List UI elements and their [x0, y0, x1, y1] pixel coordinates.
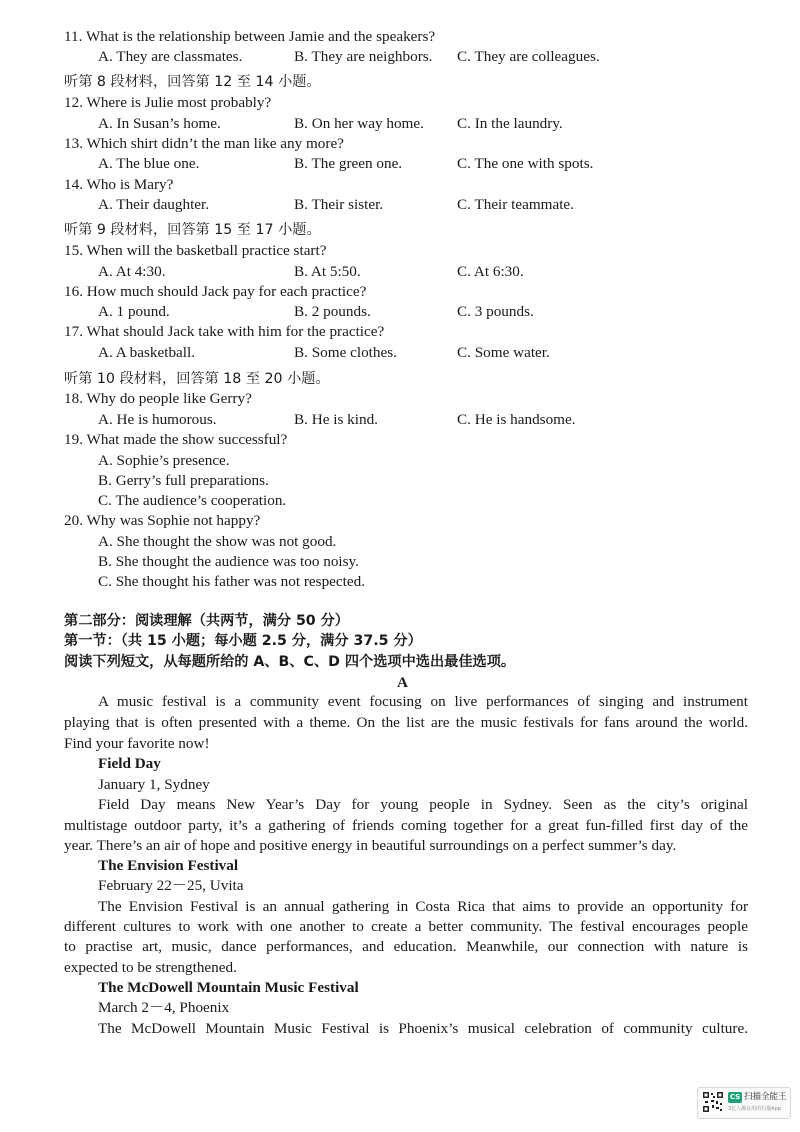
- question-17-option-c: C. Some water.: [457, 344, 550, 361]
- festival-1-line-3: year. There’s an air of hope and positive energy in beautiful surroundings on a perfect summer’s day.: [64, 837, 677, 854]
- question-14-stem: 14. Who is Mary?: [64, 176, 174, 193]
- question-19-option-b: B. Gerry’s full preparations.: [98, 472, 269, 489]
- question-13-option-b: B. The green one.: [294, 155, 403, 172]
- question-20-stem: 20. Why was Sophie not happy?: [64, 512, 261, 529]
- festival-2-line-2: different cultures to work with one another to create a better community. The festival encourages people: [64, 918, 748, 935]
- festival-2-line-4: expected to be strengthened.: [64, 959, 237, 976]
- passage-letter: A: [397, 674, 408, 691]
- question-12-option-b: B. On her way home.: [294, 115, 424, 132]
- instruction-segment-10: 听第 10 段材料，回答第 18 至 20 小题。: [64, 371, 330, 387]
- question-17-option-b: B. Some clothes.: [294, 344, 397, 361]
- festival-3-date: March 2－4, Phoenix: [98, 999, 230, 1016]
- question-12-stem: 12. Where is Julie most probably?: [64, 94, 272, 111]
- reading-instruction: 阅读下列短文，从每题所给的 A、B、C、D 四个选项中选出最佳选项。: [64, 654, 516, 670]
- instruction-segment-8: 听第 8 段材料，回答第 12 至 14 小题。: [64, 74, 321, 90]
- instruction-segment-9: 听第 9 段材料，回答第 15 至 17 小题。: [64, 222, 321, 238]
- festival-1-name: Field Day: [98, 755, 161, 772]
- question-11-option-b: B. They are neighbors.: [294, 48, 433, 65]
- festival-2-date: February 22－25, Uvita: [98, 877, 244, 894]
- question-11-option-c: C. They are colleagues.: [457, 48, 600, 65]
- question-15-option-c: C. At 6:30.: [457, 263, 524, 280]
- question-18-option-a: A. He is humorous.: [98, 411, 217, 428]
- question-16-stem: 16. How much should Jack pay for each practice?: [64, 283, 367, 300]
- question-20-option-b: B. She thought the audience was too noisy.: [98, 553, 359, 570]
- scanner-watermark-badge: [697, 1087, 791, 1119]
- question-12-option-a: A. In Susan’s home.: [98, 115, 221, 132]
- question-15-option-b: B. At 5:50.: [294, 263, 361, 280]
- question-16-option-b: B. 2 pounds.: [294, 303, 371, 320]
- festival-3-name: The McDowell Mountain Music Festival: [98, 979, 359, 996]
- festival-2-line-3: to practise art, music, dance performances, and education. Meanwhile, our connection with nature is: [64, 938, 748, 955]
- qr-code-icon: [702, 1091, 724, 1113]
- question-11-stem: 11. What is the relationship between Jamie and the speakers?: [64, 28, 436, 45]
- question-12-option-c: C. In the laundry.: [457, 115, 563, 132]
- question-18-option-c: C. He is handsome.: [457, 411, 576, 428]
- question-14-option-a: A. Their daughter.: [98, 196, 210, 213]
- question-19-stem: 19. What made the show successful?: [64, 431, 288, 448]
- festival-1-line-1: Field Day means New Year’s Day for young people in Sydney. Seen as the city’s original: [98, 796, 748, 813]
- question-17-option-a: A. A basketball.: [98, 344, 196, 361]
- question-15-option-a: A. At 4:30.: [98, 263, 166, 280]
- question-19-option-a: A. Sophie’s presence.: [98, 452, 230, 469]
- question-16-option-c: C. 3 pounds.: [457, 303, 534, 320]
- question-20-option-a: A. She thought the show was not good.: [98, 533, 337, 550]
- festival-2-line-1: The Envision Festival is an annual gathering in Costa Rica that aims to provide an opportunity for: [98, 898, 748, 915]
- question-19-option-c: C. The audience’s cooperation.: [98, 492, 287, 509]
- camscanner-logo-icon: CS: [729, 1093, 741, 1101]
- question-14-option-b: B. Their sister.: [294, 196, 384, 213]
- part-two-title: 第二部分：阅读理解（共两节，满分 50 分）: [64, 613, 349, 629]
- festival-3-line-1: The McDowell Mountain Music Festival is Phoenix’s musical celebration of community culture.: [98, 1020, 748, 1037]
- festival-2-name: The Envision Festival: [98, 857, 239, 874]
- question-18-option-b: B. He is kind.: [294, 411, 378, 428]
- question-13-option-c: C. The one with spots.: [457, 155, 594, 172]
- question-16-option-a: A. 1 pound.: [98, 303, 170, 320]
- watermark-tagline: 3亿人都在用的扫描App: [728, 1106, 781, 1112]
- intro-line-3: Find your favorite now!: [64, 735, 210, 752]
- intro-line-2: playing that is often presented with a theme. On the list are the music festivals for fans around the world.: [64, 714, 748, 731]
- intro-line-1: A music festival is a community event focusing on live performances of singing and instrument: [98, 693, 748, 710]
- question-14-option-c: C. Their teammate.: [457, 196, 574, 213]
- question-17-stem: 17. What should Jack take with him for the practice?: [64, 323, 385, 340]
- question-11-option-a: A. They are classmates.: [98, 48, 243, 65]
- question-13-option-a: A. The blue one.: [98, 155, 200, 172]
- question-20-option-c: C. She thought his father was not respected.: [98, 573, 365, 590]
- watermark-brand: 扫描全能王: [744, 1092, 787, 1102]
- question-13-stem: 13. Which shirt didn’t the man like any more?: [64, 135, 344, 152]
- question-15-stem: 15. When will the basketball practice start?: [64, 242, 327, 259]
- festival-1-date: January 1, Sydney: [98, 776, 210, 793]
- question-18-stem: 18. Why do people like Gerry?: [64, 390, 252, 407]
- festival-1-line-2: multistage outdoor party, it’s a gathering of friends coming together for a great fun-filled first day of the: [64, 817, 748, 834]
- section-one-title: 第一节：（共 15 小题；每小题 2.5 分，满分 37.5 分）: [64, 633, 422, 649]
